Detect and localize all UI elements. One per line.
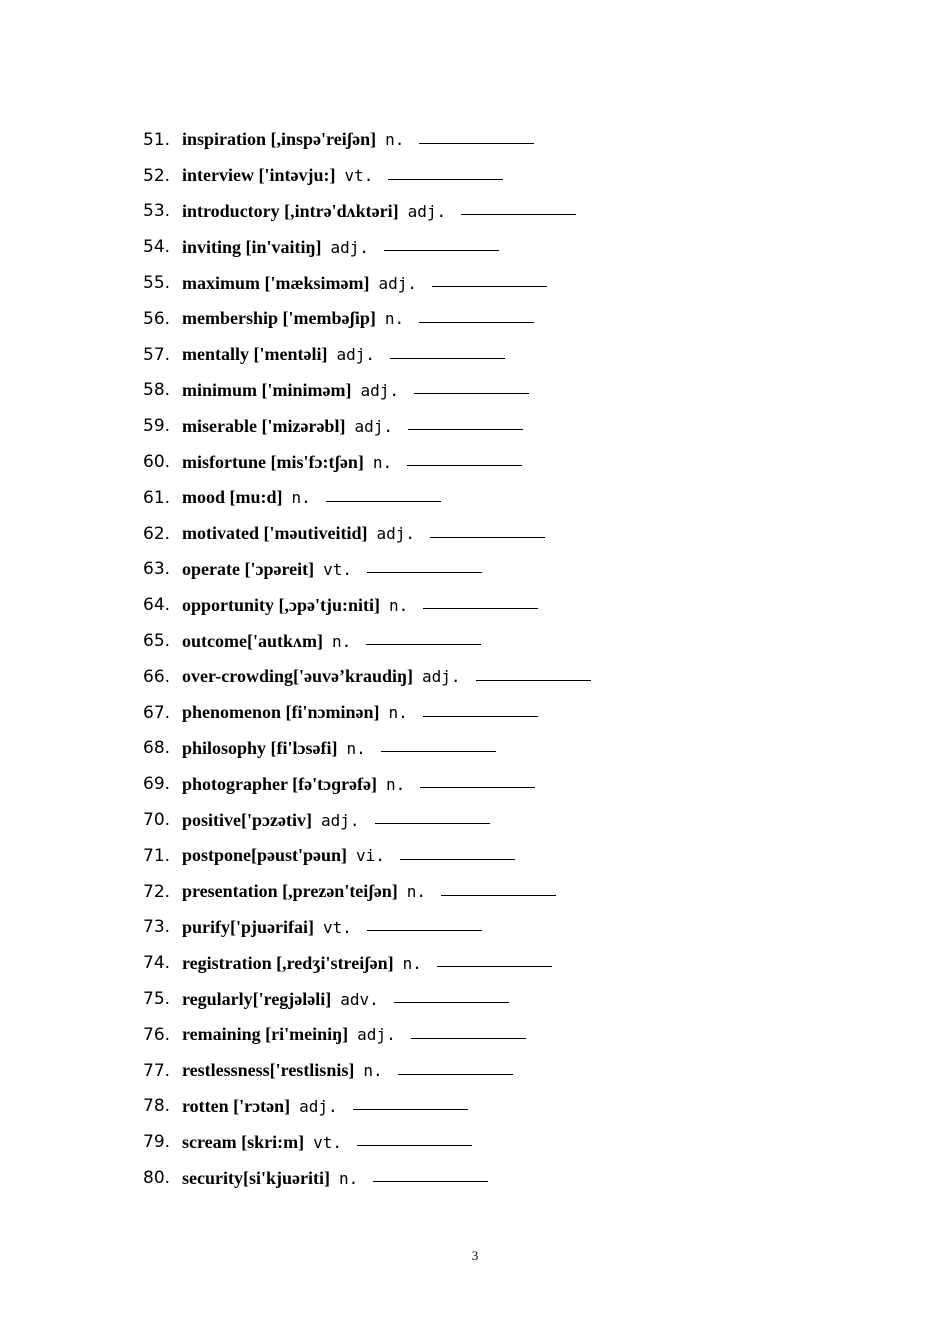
part-of-speech: adj. (422, 667, 461, 687)
entry-number: 62. (143, 523, 171, 544)
entry-number: 70. (143, 810, 171, 831)
vocab-entry (143, 1017, 843, 1053)
answer-blank[interactable] (381, 736, 496, 752)
entry-word: phenomenon [fi'nɔminən] (182, 702, 380, 723)
part-of-speech: adj. (320, 810, 360, 830)
entry-word: security[si'kjuəriti] (182, 1167, 330, 1188)
answer-blank[interactable] (437, 951, 552, 967)
entry-word: inviting [in'vaitiŋ] (182, 236, 322, 257)
part-of-speech: n. (385, 130, 405, 150)
answer-blank[interactable] (432, 271, 547, 287)
entry-number: 67. (143, 702, 171, 723)
part-of-speech: n. (386, 774, 406, 794)
answer-blank[interactable] (419, 307, 534, 323)
part-of-speech: adj. (376, 524, 415, 544)
answer-blank[interactable] (367, 915, 482, 931)
entry-word: rotten ['rɔtən] (182, 1095, 291, 1116)
entry-number: 59. (143, 416, 171, 437)
part-of-speech: n. (363, 1061, 383, 1081)
entry-number: 76. (143, 1024, 171, 1045)
vocab-entry (143, 838, 843, 874)
entry-number: 74. (143, 953, 171, 974)
entry-number: 79. (143, 1132, 171, 1153)
answer-blank[interactable] (441, 880, 556, 896)
vocab-entry (143, 1089, 843, 1125)
entry-word: interview ['intəvju:] (182, 165, 336, 186)
answer-blank[interactable] (384, 235, 499, 251)
part-of-speech: vt. (313, 1132, 343, 1152)
entry-word: inspiration [,inspə'reiʃən] (182, 129, 377, 150)
vocab-entry (143, 229, 843, 265)
part-of-speech: adj. (330, 237, 370, 257)
vocab-entry (143, 122, 843, 158)
part-of-speech: n. (346, 738, 366, 758)
entry-word: presentation [,prezən'teiʃən] (182, 881, 398, 902)
part-of-speech: n. (388, 703, 408, 723)
entry-word: opportunity [,ɔpə'tju:niti] (182, 594, 380, 615)
entry-word: outcome['autkʌm] (182, 630, 323, 651)
vocab-entry (143, 910, 843, 946)
part-of-speech: vt. (323, 917, 352, 937)
vocabulary-list (143, 122, 843, 1196)
answer-blank[interactable] (398, 1059, 513, 1075)
vocab-entry (143, 516, 843, 552)
vocab-entry (143, 552, 843, 588)
entry-number: 66. (143, 666, 171, 687)
entry-word: membership ['membəʃip] (182, 308, 376, 329)
entry-number: 78. (143, 1096, 171, 1117)
entry-number: 71. (143, 845, 171, 866)
part-of-speech: n. (384, 309, 405, 329)
part-of-speech: vt. (344, 166, 374, 186)
part-of-speech: adj. (357, 1025, 396, 1045)
answer-blank[interactable] (419, 128, 534, 144)
vocab-entry (143, 587, 843, 623)
vocab-entry (143, 945, 843, 981)
answer-blank[interactable] (366, 629, 481, 645)
entry-word: misfortune [mis'fɔ:tʃən] (182, 451, 364, 472)
entry-word: restlessness['restlisnis] (182, 1060, 355, 1081)
part-of-speech: n. (331, 631, 352, 651)
vocab-entry (143, 623, 843, 659)
entry-number: 77. (143, 1060, 171, 1081)
vocab-entry (143, 1124, 843, 1160)
part-of-speech: n. (406, 882, 427, 902)
entry-number: 75. (143, 989, 171, 1010)
entry-word: remaining [ri'meiniŋ] (182, 1024, 349, 1045)
entry-word: maximum ['mæksiməm] (182, 272, 370, 293)
vocab-entry (143, 480, 843, 516)
entry-word: over-crowding['əuvə’kraudiŋ] (182, 666, 413, 687)
part-of-speech: n. (372, 452, 393, 472)
vocab-entry (143, 1160, 843, 1196)
part-of-speech: n. (389, 595, 409, 615)
entry-number: 65. (143, 631, 171, 652)
answer-blank[interactable] (476, 665, 591, 681)
vocab-entry (143, 874, 843, 910)
vocab-entry (143, 802, 843, 838)
entry-number: 61. (143, 487, 171, 508)
entry-number: 68. (143, 738, 171, 759)
entry-number: 52. (143, 165, 171, 186)
vocab-entry (143, 301, 843, 337)
answer-blank[interactable] (353, 1094, 468, 1110)
answer-blank[interactable] (423, 701, 538, 717)
vocab-entry (143, 158, 843, 194)
entry-word: mentally ['mentəli] (182, 344, 328, 365)
part-of-speech: vt. (323, 559, 353, 579)
entry-number: 69. (143, 774, 171, 795)
part-of-speech: adj. (378, 273, 418, 293)
answer-blank[interactable] (394, 987, 509, 1003)
answer-blank[interactable] (461, 199, 576, 215)
entry-number: 60. (143, 452, 171, 473)
entry-number: 51. (143, 129, 171, 150)
answer-blank[interactable] (423, 593, 538, 609)
vocab-entry (143, 373, 843, 409)
vocab-entry (143, 766, 843, 802)
answer-blank[interactable] (414, 378, 529, 394)
answer-blank[interactable] (420, 772, 535, 788)
entry-word: photographer [fə'tɔɡrəfə] (182, 773, 378, 794)
entry-number: 56. (143, 308, 171, 329)
entry-word: operate ['ɔpəreit] (182, 558, 315, 579)
entry-word: mood [mu:d] (182, 487, 283, 508)
part-of-speech: adj. (336, 345, 375, 365)
entry-word: scream [skri:m] (182, 1131, 305, 1152)
vocab-entry (143, 265, 843, 301)
answer-blank[interactable] (375, 808, 490, 824)
entry-word: motivated ['məutiveitid] (182, 523, 368, 544)
part-of-speech: adv. (340, 989, 379, 1009)
answer-blank[interactable] (407, 450, 522, 466)
answer-blank[interactable] (367, 557, 482, 573)
part-of-speech: n. (402, 953, 422, 973)
part-of-speech: n. (291, 488, 311, 508)
part-of-speech: adj. (407, 201, 447, 221)
vocab-entry (143, 659, 843, 695)
entry-number: 72. (143, 881, 171, 902)
part-of-speech: adj. (354, 416, 393, 436)
entry-number: 58. (143, 380, 171, 401)
part-of-speech: vi. (356, 846, 385, 866)
vocab-entry (143, 731, 843, 767)
entry-word: purify['pjuərifai] (182, 916, 314, 937)
entry-word: minimum ['miniməm] (182, 379, 352, 400)
entry-word: philosophy [fi'lɔsəfi] (182, 737, 338, 758)
entry-word: introductory [,intrə'dʌktəri] (182, 200, 399, 221)
page-number: 3 (471, 1248, 479, 1263)
entry-number: 80. (143, 1168, 171, 1188)
entry-word: registration [,redʒi'streiʃən] (182, 952, 394, 973)
entry-number: 73. (143, 917, 171, 938)
answer-blank[interactable] (400, 844, 515, 860)
entry-number: 54. (143, 237, 171, 258)
part-of-speech: adj. (299, 1096, 338, 1116)
vocab-entry (143, 444, 843, 480)
answer-blank[interactable] (390, 343, 505, 359)
entry-number: 63. (143, 559, 171, 580)
entry-word: postpone[pəust'pəun] (182, 845, 348, 866)
vocab-entry (143, 1053, 843, 1089)
answer-blank[interactable] (408, 414, 523, 430)
answer-blank[interactable] (430, 522, 545, 538)
answer-blank[interactable] (373, 1166, 488, 1182)
answer-blank[interactable] (388, 164, 503, 180)
entry-number: 53. (143, 201, 171, 222)
part-of-speech: adj. (360, 380, 400, 400)
vocab-entry (143, 194, 843, 230)
vocab-entry (143, 408, 843, 444)
answer-blank[interactable] (326, 486, 441, 502)
vocab-entry (143, 981, 843, 1017)
answer-blank[interactable] (411, 1023, 526, 1039)
entry-number: 57. (143, 344, 171, 365)
vocab-entry (143, 337, 843, 373)
entry-number: 64. (143, 595, 171, 616)
entry-number: 55. (143, 273, 171, 294)
entry-word: miserable ['mizərəbl] (182, 415, 346, 436)
entry-word: regularly['regjələli] (182, 988, 332, 1009)
part-of-speech: n. (338, 1168, 359, 1188)
vocab-entry (143, 695, 843, 731)
entry-word: positive['pɔzətiv] (182, 809, 312, 830)
answer-blank[interactable] (357, 1130, 472, 1146)
